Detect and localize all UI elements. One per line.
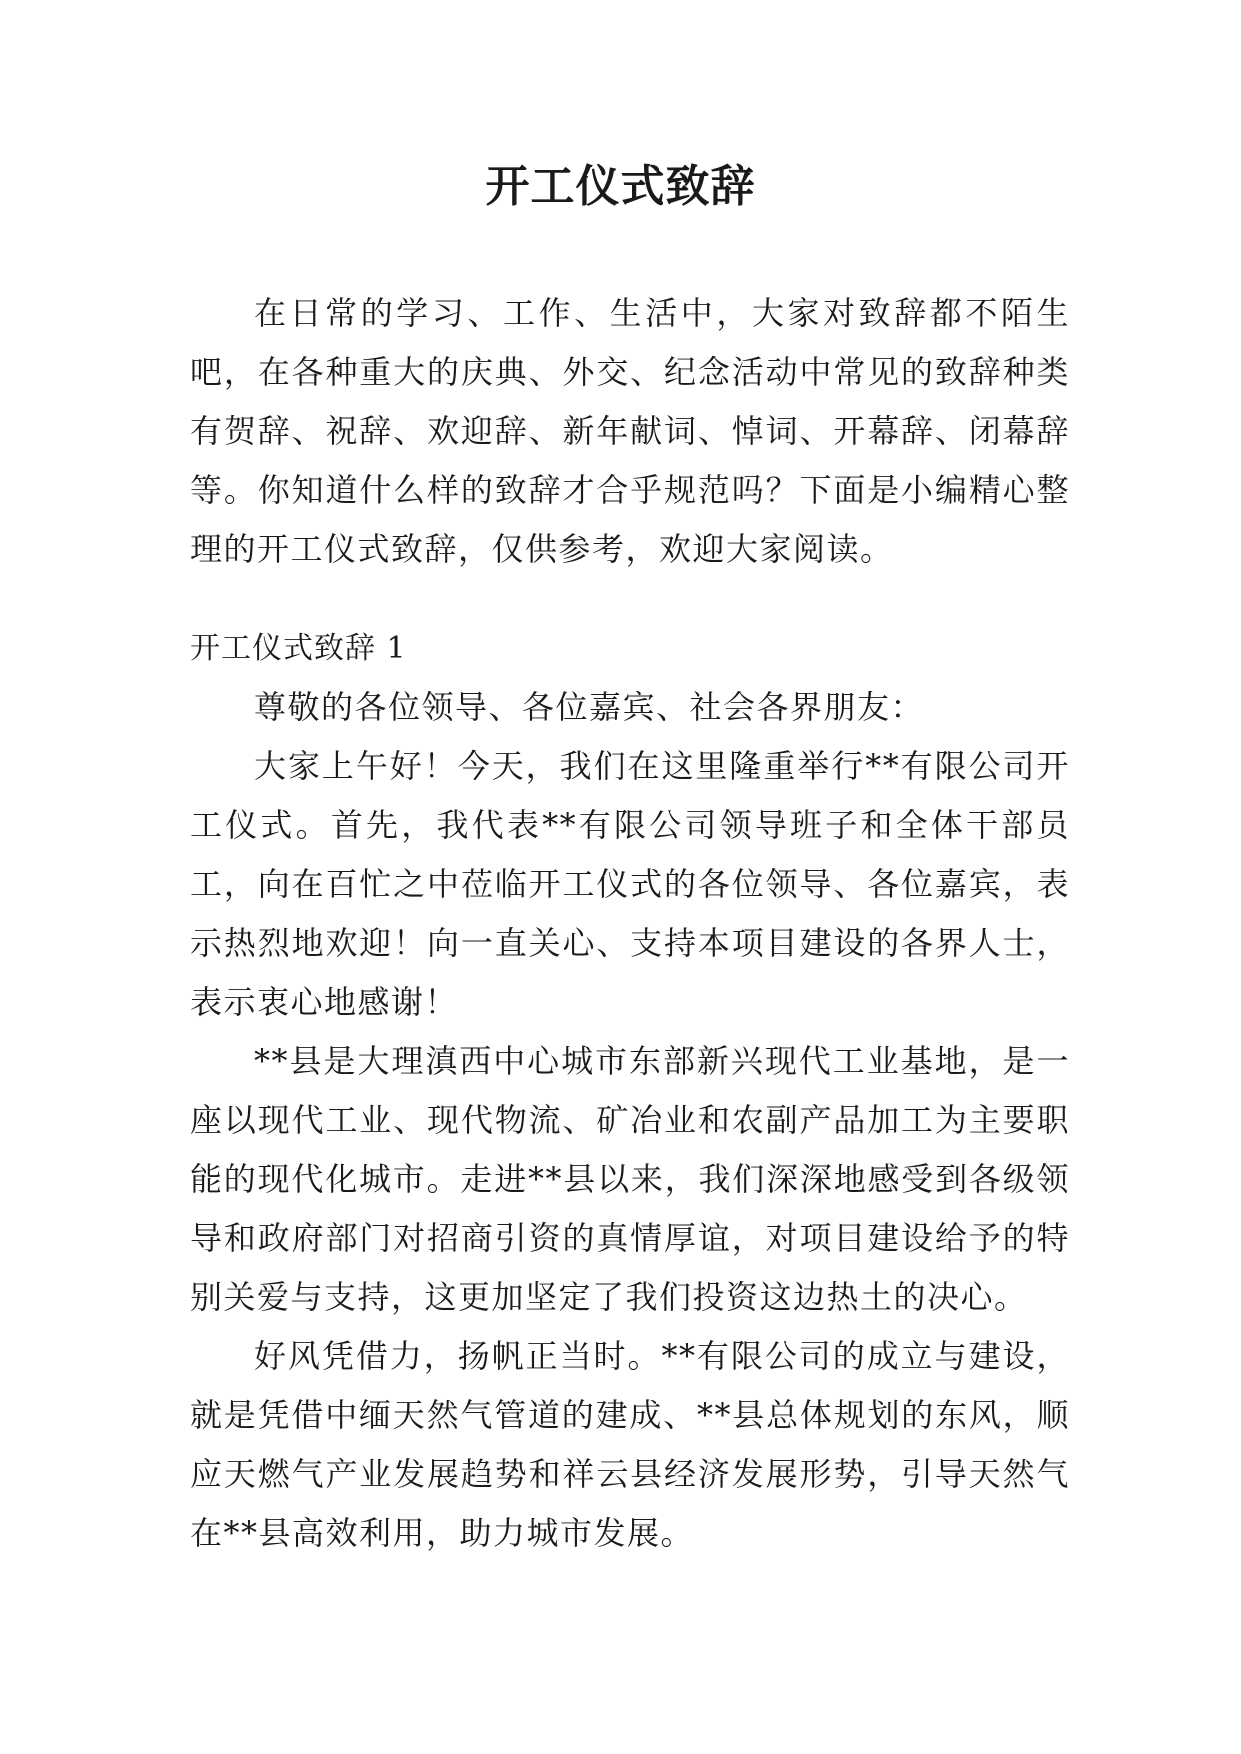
body-paragraph: 大家上午好！今天，我们在这里隆重举行**有限公司开工仪式。首先，我代表**有限公司领导班子和全体干部员工，向在百忙之中莅临开工仪式的各位领导、各位嘉宾，表示热烈地欢迎！向一直关心、支持本项目建设的各界人士，表示衷心地感谢！ — [190, 747, 1070, 1021]
document-title: 开工仪式致辞 — [485, 161, 756, 212]
body-paragraph: 好风凭借力，扬帆正当时。**有限公司的成立与建设，就是凭借中缅天然气管道的建成、**县总体规划的东风，顺应天燃气产业发展趋势和祥云县经济发展形势，引导天然气在**县高效利用，助力城市发展。 — [190, 1337, 1070, 1552]
salutation-paragraph: 尊敬的各位领导、各位嘉宾、社会各界朋友： — [254, 688, 925, 726]
body-paragraph: **县是大理滇西中心城市东部新兴现代工业基地，是一座以现代工业、现代物流、矿冶业和农副产品加工为主要职能的现代化城市。走进**县以来，我们深深地感受到各级领导和政府部门对招商引资的真情厚谊，对项目建设给予的特别关爱与支持，这更加坚定了我们投资这边热土的决心。 — [190, 1042, 1070, 1316]
intro-paragraph: 在日常的学习、工作、生活中，大家对致辞都不陌生吧，在各种重大的庆典、外交、纪念活动中常见的致辞种类有贺辞、祝辞、欢迎辞、新年献词、悼词、开幕辞、闭幕辞等。你知道什么样的致辞才合乎规范吗？下面是小编精心整理的开工仪式致辞，仅供参考，欢迎大家阅读。 — [190, 294, 1070, 568]
section-heading: 开工仪式致辞 1 — [190, 631, 407, 666]
document-body — [190, 284, 1070, 1563]
